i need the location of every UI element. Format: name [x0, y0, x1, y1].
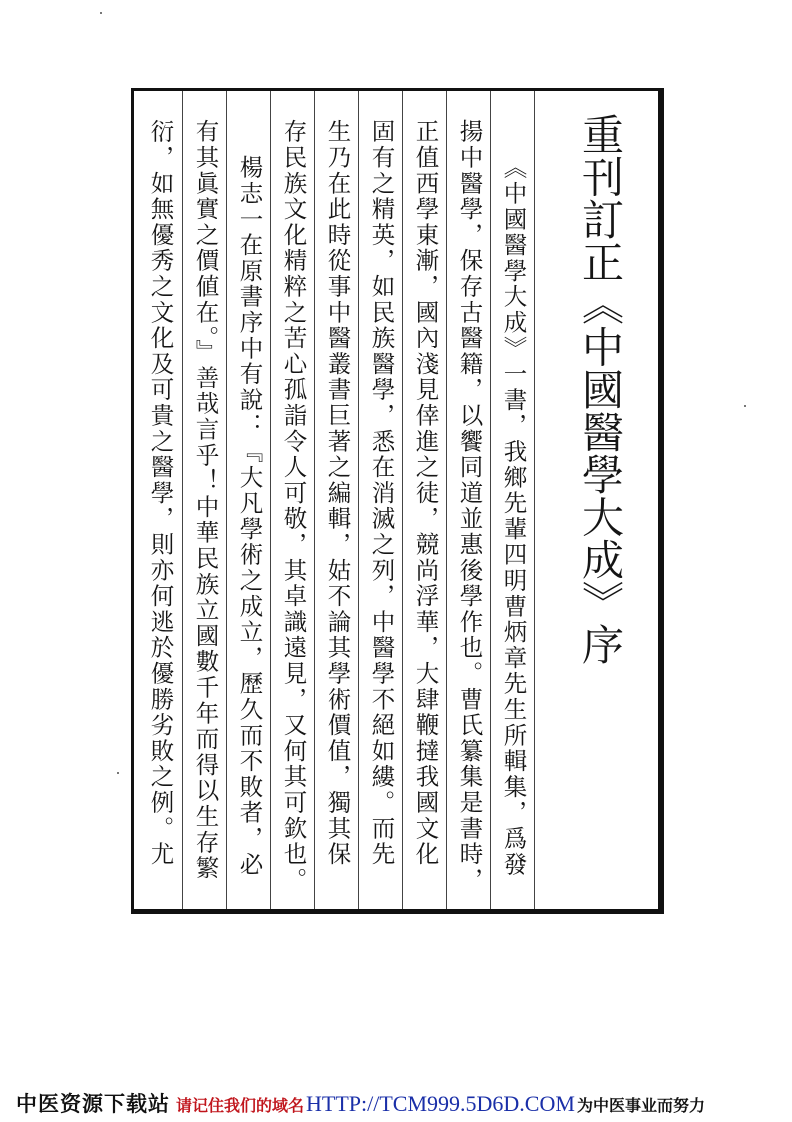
text-column-3 — [402, 91, 446, 909]
text-column-7 — [226, 91, 270, 909]
title-column — [534, 91, 661, 909]
text-column-1 — [490, 91, 534, 909]
text-line-3: 正值西學東漸，國內淺見倖進之徒，競尚浮華，大肆鞭撻我國文化 — [411, 119, 440, 868]
text-column-2 — [446, 91, 490, 909]
footer-url-link[interactable]: HTTP://TCM999.5D6D.COM — [306, 1091, 575, 1116]
text-line-6: 存民族文化精粹之苦心孤詣令人可敬，其卓識遠見，又何其可欽也。 — [279, 119, 308, 893]
footer-domain-note: 请记住我们的域名 — [176, 1096, 305, 1115]
scan-speck — [117, 772, 119, 774]
text-line-4: 固有之精英，如民族醫學，悉在消滅之列，中醫學不絕如縷。而先 — [367, 119, 396, 868]
footer-slogan: 为中医事业而努力 — [576, 1096, 705, 1115]
text-line-2: 揚中醫學，保存古醫籍，以饗同道並惠後學作也。曹氏纂集是書時， — [455, 119, 484, 893]
scan-speck — [744, 405, 746, 407]
text-column-9 — [138, 91, 182, 909]
footer-site-name: 中医资源下载站 — [16, 1092, 170, 1116]
watermark-footer — [16, 1088, 786, 1118]
text-column-6 — [270, 91, 314, 909]
text-column-8 — [182, 91, 226, 909]
text-line-7: 楊志一在原書序中有說：『大凡學術之成立，歷久而不敗者，必 — [235, 155, 264, 878]
text-column-5 — [314, 91, 358, 909]
text-line-1: 《中國醫學大成》一書，我鄉先輩四明曹炳章先生所輯集，爲發 — [499, 155, 528, 878]
text-line-5: 生乃在此時從事中醫叢書巨著之編輯，姑不論其學術價值，獨其保 — [323, 119, 352, 868]
text-column-4 — [358, 91, 402, 909]
scan-speck — [100, 12, 102, 14]
page-title: 重刊訂正《中國醫學大成》序 — [576, 113, 625, 666]
text-line-8: 有其眞實之價値在。』善哉言乎！中華民族立國數千年而得以生存繁 — [191, 119, 220, 882]
text-frame — [131, 88, 664, 914]
text-line-9: 衍，如無優秀之文化及可貴之醫學，則亦何逃於優勝劣敗之例。尤 — [146, 119, 175, 868]
